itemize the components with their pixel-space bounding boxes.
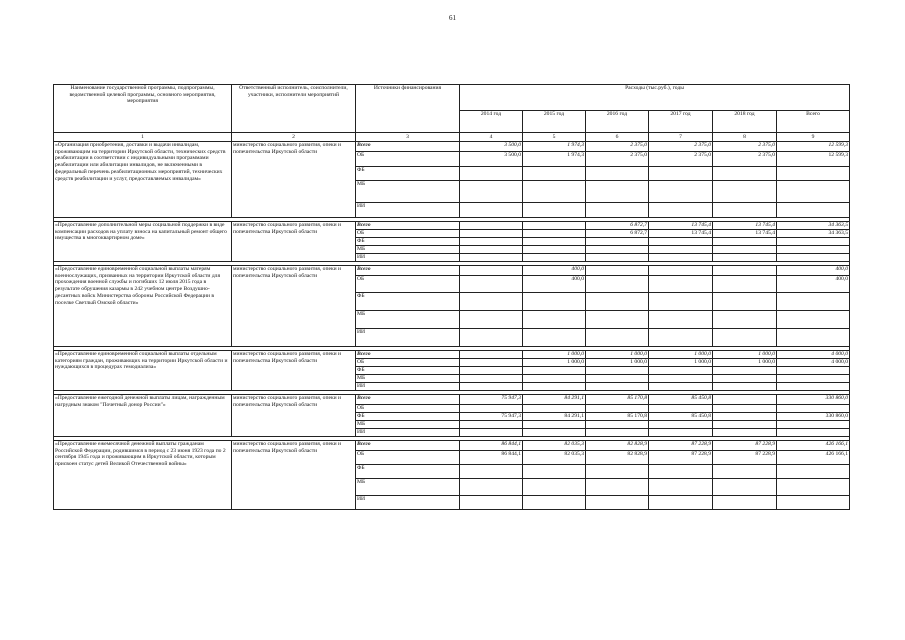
amount-cell: 4 000,0 bbox=[777, 351, 850, 359]
column-number: 6 bbox=[586, 133, 649, 142]
amount-cell bbox=[649, 181, 713, 203]
amount-cell bbox=[777, 181, 850, 203]
table-row bbox=[54, 222, 850, 230]
funding-source: ИИ bbox=[356, 203, 460, 218]
header-year: 2015 год bbox=[523, 111, 586, 133]
amount-cell: 84 291,1 bbox=[523, 413, 586, 421]
amount-cell: 1 000,0 bbox=[586, 359, 649, 367]
funding-source: ОБ bbox=[356, 405, 460, 413]
amount-cell bbox=[586, 254, 649, 262]
column-number: 4 bbox=[460, 133, 523, 142]
amount-cell bbox=[649, 405, 713, 413]
amount-cell bbox=[713, 203, 777, 218]
budget-table bbox=[53, 84, 850, 510]
funding-source: ФБ bbox=[356, 238, 460, 246]
amount-cell bbox=[713, 293, 777, 311]
amount-cell bbox=[523, 311, 586, 329]
column-number: 8 bbox=[713, 133, 777, 142]
amount-cell bbox=[460, 246, 523, 254]
amount-cell bbox=[586, 421, 649, 429]
amount-cell bbox=[586, 167, 649, 181]
amount-cell bbox=[460, 405, 523, 413]
header-executor: Ответственный исполнитель, соисполнители, участники, исполнители мероприятий bbox=[232, 85, 356, 133]
funding-source: ФБ bbox=[356, 293, 460, 311]
amount-cell bbox=[713, 465, 777, 479]
funding-source: ФБ bbox=[356, 167, 460, 181]
executor: министерство социального развития, опеки и попечительства Иркутской области bbox=[232, 222, 356, 262]
amount-cell bbox=[523, 246, 586, 254]
amount-cell bbox=[586, 465, 649, 479]
amount-cell bbox=[649, 254, 713, 262]
funding-source: ИИ bbox=[356, 254, 460, 262]
amount-cell: 34 363,5 bbox=[777, 230, 850, 238]
header-total: Всего bbox=[777, 111, 850, 133]
amount-cell bbox=[649, 276, 713, 293]
amount-cell bbox=[586, 238, 649, 246]
amount-cell: 2 375,0 bbox=[586, 152, 649, 167]
amount-cell bbox=[523, 383, 586, 391]
header-name: Наименование государственной программы, подпрограммы, ведомственной целевой программы, основного мероприятия, мероприятия bbox=[54, 85, 232, 133]
amount-cell: 86 844,1 bbox=[460, 451, 523, 465]
amount-cell: 1 000,0 bbox=[523, 359, 586, 367]
funding-source: Всего bbox=[356, 142, 460, 152]
executor: министерство социального развития, опеки и попечительства Иркутской области bbox=[232, 351, 356, 391]
amount-cell bbox=[523, 367, 586, 375]
amount-cell: 82 035,3 bbox=[523, 451, 586, 465]
table-row bbox=[54, 395, 850, 405]
amount-cell bbox=[713, 167, 777, 181]
amount-cell bbox=[713, 479, 777, 496]
amount-cell bbox=[649, 329, 713, 347]
program-name: «Предоставление единовременной социальной выплаты отдельным категориям граждан, проживающих на территории Иркутской области и нуждающихся в процедурах гемодиализа» bbox=[54, 351, 232, 391]
amount-cell bbox=[777, 167, 850, 181]
amount-cell bbox=[713, 395, 777, 405]
amount-cell: 85 170,8 bbox=[586, 413, 649, 421]
amount-cell: 400,0 bbox=[523, 266, 586, 276]
amount-cell bbox=[523, 238, 586, 246]
amount-cell: 12 599,3 bbox=[777, 152, 850, 167]
amount-cell: 13 745,4 bbox=[713, 222, 777, 230]
amount-cell: 330 860,0 bbox=[777, 413, 850, 421]
amount-cell bbox=[460, 375, 523, 383]
amount-cell: 426 166,1 bbox=[777, 441, 850, 451]
amount-cell bbox=[713, 413, 777, 421]
amount-cell bbox=[460, 367, 523, 375]
amount-cell bbox=[586, 246, 649, 254]
amount-cell bbox=[713, 421, 777, 429]
amount-cell: 13 745,4 bbox=[713, 230, 777, 238]
amount-cell bbox=[713, 367, 777, 375]
funding-source: МБ bbox=[356, 246, 460, 254]
amount-cell bbox=[649, 375, 713, 383]
amount-cell bbox=[586, 405, 649, 413]
amount-cell bbox=[586, 383, 649, 391]
amount-cell bbox=[460, 230, 523, 238]
amount-cell bbox=[586, 496, 649, 510]
amount-cell bbox=[460, 465, 523, 479]
amount-cell bbox=[523, 375, 586, 383]
amount-cell bbox=[586, 367, 649, 375]
column-number: 2 bbox=[232, 133, 356, 142]
column-number: 9 bbox=[777, 133, 850, 142]
amount-cell: 1 000,0 bbox=[523, 351, 586, 359]
funding-source: ОБ bbox=[356, 451, 460, 465]
amount-cell: 2 375,0 bbox=[649, 142, 713, 152]
amount-cell: 400,0 bbox=[523, 276, 586, 293]
amount-cell bbox=[460, 266, 523, 276]
amount-cell: 2 375,0 bbox=[713, 142, 777, 152]
funding-source: МБ bbox=[356, 479, 460, 496]
column-number-row bbox=[54, 133, 850, 142]
amount-cell bbox=[523, 479, 586, 496]
executor: министерство социального развития, опеки и попечительства Иркутской области bbox=[232, 142, 356, 218]
amount-cell bbox=[649, 429, 713, 437]
amount-cell bbox=[460, 496, 523, 510]
amount-cell bbox=[777, 329, 850, 347]
amount-cell: 82 035,3 bbox=[523, 441, 586, 451]
amount-cell bbox=[586, 311, 649, 329]
amount-cell bbox=[713, 181, 777, 203]
amount-cell bbox=[649, 293, 713, 311]
amount-cell bbox=[523, 405, 586, 413]
header-year: 2014 год bbox=[460, 111, 523, 133]
amount-cell bbox=[649, 367, 713, 375]
amount-cell bbox=[523, 203, 586, 218]
funding-source: МБ bbox=[356, 311, 460, 329]
amount-cell bbox=[713, 383, 777, 391]
amount-cell bbox=[777, 421, 850, 429]
funding-source: МБ bbox=[356, 421, 460, 429]
amount-cell bbox=[523, 230, 586, 238]
amount-cell: 13 745,4 bbox=[649, 230, 713, 238]
header-expenses: Расходы (тыс.руб.), годы bbox=[460, 85, 850, 111]
amount-cell bbox=[460, 383, 523, 391]
amount-cell bbox=[460, 222, 523, 230]
amount-cell bbox=[649, 465, 713, 479]
program-name: «Предоставление ежегодной денежной выплаты лицам, награжденным нагрудным знаком "Почетный донор России"» bbox=[54, 395, 232, 437]
amount-cell bbox=[713, 375, 777, 383]
amount-cell: 34 363,5 bbox=[777, 222, 850, 230]
amount-cell: 86 844,1 bbox=[460, 441, 523, 451]
amount-cell bbox=[523, 222, 586, 230]
amount-cell bbox=[460, 254, 523, 262]
funding-source: ИИ bbox=[356, 329, 460, 347]
amount-cell bbox=[460, 479, 523, 496]
amount-cell bbox=[460, 429, 523, 437]
amount-cell bbox=[586, 329, 649, 347]
amount-cell: 85 450,8 bbox=[649, 395, 713, 405]
amount-cell bbox=[777, 429, 850, 437]
amount-cell bbox=[713, 238, 777, 246]
amount-cell: 85 170,8 bbox=[586, 395, 649, 405]
executor: министерство социального развития, опеки и попечительства Иркутской области bbox=[232, 395, 356, 437]
amount-cell bbox=[460, 329, 523, 347]
amount-cell bbox=[460, 351, 523, 359]
amount-cell bbox=[777, 254, 850, 262]
table-row bbox=[54, 266, 850, 276]
program-name: «Предоставление ежемесячной денежной выплаты гражданам Российской Федерации, родившимся в период с 23 июня 1923 года по 2 сентября 1945 года и проживающим в Иркутской области, которым присвоен статус детей Великой Отечественной войны» bbox=[54, 441, 232, 510]
amount-cell bbox=[586, 203, 649, 218]
amount-cell: 1 000,0 bbox=[713, 351, 777, 359]
amount-cell bbox=[460, 181, 523, 203]
amount-cell bbox=[523, 181, 586, 203]
amount-cell: 1 974,3 bbox=[523, 142, 586, 152]
amount-cell: 4 000,0 bbox=[777, 359, 850, 367]
funding-source: Всего bbox=[356, 395, 460, 405]
amount-cell: 6 872,7 bbox=[586, 230, 649, 238]
amount-cell: 85 450,8 bbox=[649, 413, 713, 421]
amount-cell bbox=[777, 203, 850, 218]
amount-cell: 82 828,9 bbox=[586, 441, 649, 451]
amount-cell bbox=[713, 496, 777, 510]
amount-cell bbox=[460, 238, 523, 246]
amount-cell: 87 228,9 bbox=[713, 441, 777, 451]
amount-cell bbox=[586, 293, 649, 311]
amount-cell: 75 947,3 bbox=[460, 395, 523, 405]
amount-cell: 330 860,0 bbox=[777, 395, 850, 405]
program-name: «Организация приобретения, доставки и выдачи инвалидам, проживающим на территории Иркутской области, технических средств реабилитации в соответствии с индивидуальными программами реабилитации или абилитации инвалидов, не включенными в федеральный перечень реабилитационных мероприятий, технических средств реабилитации и услуг, предоставляемых инвалидам» bbox=[54, 142, 232, 218]
header-year: 2017 год bbox=[649, 111, 713, 133]
amount-cell: 2 375,0 bbox=[649, 152, 713, 167]
amount-cell: 1 000,0 bbox=[713, 359, 777, 367]
amount-cell bbox=[777, 405, 850, 413]
amount-cell: 400,0 bbox=[777, 276, 850, 293]
amount-cell: 1 000,0 bbox=[649, 351, 713, 359]
funding-source: ИИ bbox=[356, 383, 460, 391]
amount-cell bbox=[460, 203, 523, 218]
amount-cell bbox=[649, 203, 713, 218]
funding-source: ИИ bbox=[356, 496, 460, 510]
amount-cell bbox=[713, 266, 777, 276]
amount-cell: 87 228,9 bbox=[713, 451, 777, 465]
amount-cell: 3 500,0 bbox=[460, 152, 523, 167]
column-number: 1 bbox=[54, 133, 232, 142]
amount-cell bbox=[713, 329, 777, 347]
column-number: 7 bbox=[649, 133, 713, 142]
amount-cell: 87 228,9 bbox=[649, 451, 713, 465]
amount-cell: 12 599,3 bbox=[777, 142, 850, 152]
funding-source: ОБ bbox=[356, 359, 460, 367]
amount-cell bbox=[713, 405, 777, 413]
amount-cell bbox=[523, 329, 586, 347]
table-row bbox=[54, 351, 850, 359]
amount-cell bbox=[713, 246, 777, 254]
amount-cell bbox=[777, 496, 850, 510]
program-name: «Предоставление дополнительной меры социальной поддержки в виде компенсации расходов на уплату взноса на капитальный ремонт общего имущества в многоквартирном доме» bbox=[54, 222, 232, 262]
amount-cell bbox=[460, 421, 523, 429]
amount-cell bbox=[649, 238, 713, 246]
amount-cell: 1 000,0 bbox=[649, 359, 713, 367]
amount-cell bbox=[523, 254, 586, 262]
amount-cell bbox=[523, 293, 586, 311]
table-body bbox=[54, 142, 850, 510]
funding-source: Всего bbox=[356, 441, 460, 451]
amount-cell: 82 828,9 bbox=[586, 451, 649, 465]
amount-cell bbox=[649, 383, 713, 391]
amount-cell: 1 974,3 bbox=[523, 152, 586, 167]
amount-cell bbox=[713, 311, 777, 329]
amount-cell bbox=[713, 276, 777, 293]
funding-source: Всего bbox=[356, 266, 460, 276]
amount-cell bbox=[713, 254, 777, 262]
amount-cell bbox=[649, 479, 713, 496]
amount-cell bbox=[523, 465, 586, 479]
amount-cell bbox=[713, 429, 777, 437]
funding-source: Всего bbox=[356, 351, 460, 359]
amount-cell bbox=[777, 293, 850, 311]
table-row bbox=[54, 441, 850, 451]
amount-cell bbox=[649, 496, 713, 510]
amount-cell: 426 166,1 bbox=[777, 451, 850, 465]
funding-source: ИИ bbox=[356, 429, 460, 437]
amount-cell: 75 947,3 bbox=[460, 413, 523, 421]
amount-cell bbox=[523, 429, 586, 437]
column-number: 3 bbox=[356, 133, 460, 142]
amount-cell bbox=[649, 311, 713, 329]
amount-cell bbox=[777, 367, 850, 375]
amount-cell bbox=[777, 479, 850, 496]
funding-source: ОБ bbox=[356, 230, 460, 238]
amount-cell bbox=[460, 167, 523, 181]
amount-cell bbox=[586, 181, 649, 203]
header-source: Источники финансирования bbox=[356, 85, 460, 133]
funding-source: ОБ bbox=[356, 152, 460, 167]
funding-source: МБ bbox=[356, 375, 460, 383]
executor: министерство социального развития, опеки и попечительства Иркутской области bbox=[232, 441, 356, 510]
amount-cell bbox=[777, 246, 850, 254]
amount-cell bbox=[649, 266, 713, 276]
amount-cell: 6 872,7 bbox=[586, 222, 649, 230]
amount-cell: 1 000,0 bbox=[586, 351, 649, 359]
amount-cell bbox=[460, 311, 523, 329]
amount-cell bbox=[523, 421, 586, 429]
funding-source: ФБ bbox=[356, 465, 460, 479]
amount-cell bbox=[586, 276, 649, 293]
header-year: 2016 год bbox=[586, 111, 649, 133]
amount-cell: 13 745,4 bbox=[649, 222, 713, 230]
amount-cell: 84 291,1 bbox=[523, 395, 586, 405]
amount-cell bbox=[777, 383, 850, 391]
amount-cell bbox=[649, 167, 713, 181]
table-row bbox=[54, 142, 850, 152]
header-year: 2018 год bbox=[713, 111, 777, 133]
funding-source: ФБ bbox=[356, 367, 460, 375]
amount-cell: 400,0 bbox=[777, 266, 850, 276]
amount-cell bbox=[460, 359, 523, 367]
amount-cell bbox=[586, 429, 649, 437]
amount-cell bbox=[649, 246, 713, 254]
amount-cell bbox=[777, 238, 850, 246]
amount-cell bbox=[586, 479, 649, 496]
amount-cell bbox=[649, 421, 713, 429]
amount-cell bbox=[523, 167, 586, 181]
amount-cell: 3 500,0 bbox=[460, 142, 523, 152]
column-number: 5 bbox=[523, 133, 586, 142]
funding-source: ОБ bbox=[356, 276, 460, 293]
executor: министерство социального развития, опеки и попечительства Иркутской области bbox=[232, 266, 356, 347]
amount-cell: 2 375,0 bbox=[713, 152, 777, 167]
amount-cell bbox=[777, 375, 850, 383]
amount-cell: 87 228,9 bbox=[649, 441, 713, 451]
funding-source: ФБ bbox=[356, 413, 460, 421]
amount-cell bbox=[586, 266, 649, 276]
amount-cell bbox=[460, 276, 523, 293]
amount-cell bbox=[523, 496, 586, 510]
amount-cell: 2 375,0 bbox=[586, 142, 649, 152]
amount-cell bbox=[586, 375, 649, 383]
funding-source: Всего bbox=[356, 222, 460, 230]
amount-cell bbox=[460, 293, 523, 311]
amount-cell bbox=[777, 465, 850, 479]
program-name: «Предоставление единовременной социальной выплаты матерям военнослужащих, призванных на территории Иркутской области для прохождения военной службы и погибших 12 июля 2015 года в результате обрушения казармы в 242 учебном центре Воздушно-десантных войск Министерства обороны Российской Федерации в поселке Светлый Омской области» bbox=[54, 266, 232, 347]
funding-source: МБ bbox=[356, 181, 460, 203]
page-number: 61 bbox=[449, 14, 456, 22]
amount-cell bbox=[777, 311, 850, 329]
